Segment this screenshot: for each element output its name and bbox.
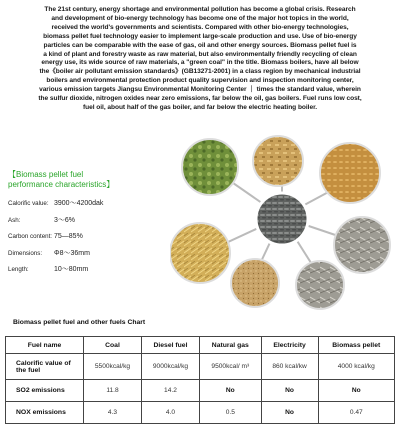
table-cell: 4.3	[84, 402, 142, 424]
table-cell: 4.0	[141, 402, 199, 424]
intro-line: particles can be comparable with the ease of gas, oil and other energy sources. Biomass pellet fuel is	[43, 41, 357, 49]
header-coal: Coal	[84, 337, 142, 354]
fuel-comparison-table	[5, 336, 395, 424]
table-row	[6, 402, 395, 424]
intro-line: energy use, its wide source of raw materials, a "green coal" in the title. Biomass boilers, have all below	[41, 59, 359, 67]
table-cell: 9500kcal/ m³	[199, 354, 261, 380]
spec-ash: Ash: 3～6%	[8, 216, 76, 224]
header-fuel-name: Fuel name	[6, 337, 84, 354]
intro-line: fuel oil, about half of the gas boiler, and far below the electric heating boiler.	[82, 103, 318, 111]
intro-paragraph	[10, 6, 390, 113]
intro-line: boilers and environmental protection product quality supervision and inspection monitoring center,	[46, 77, 354, 85]
performance-title: 【Biomass pellet fuel performance characteristics】	[8, 170, 115, 189]
row-label: NOX emissions	[6, 402, 84, 424]
chart-title: Biomass pellet fuel and other fuels Chart	[13, 319, 146, 326]
intro-line: and development of bio-energy technology has become one of the major hot topics in the world,	[51, 14, 349, 22]
table-cell: No	[261, 380, 318, 402]
raw-material-collage	[170, 135, 395, 310]
table-cell: 11.8	[84, 380, 142, 402]
husk-image	[320, 143, 380, 203]
intro-line: various emission targets Jiangsu Environmental Monitoring Center ｜ times the standard value, wherein	[39, 86, 361, 94]
performance-characteristics	[8, 170, 178, 279]
leaves-image	[182, 139, 238, 195]
table-cell: 0.47	[318, 402, 394, 424]
header-biomass: Biomass pellet	[318, 337, 394, 354]
table-cell: 860 kcal/kw	[261, 354, 318, 380]
table-cell: 5500kcal/kg	[84, 354, 142, 380]
intro-line: the sulfur dioxide, nitrogen oxides near zero emissions, far below the oil, gas boilers. Fuel runs low cost,	[38, 95, 362, 103]
stalks-image	[296, 261, 344, 309]
table-cell: 9000kcal/kg	[141, 354, 199, 380]
row-label: Calorific value of the fuel	[6, 354, 84, 380]
sawdust-image	[231, 259, 279, 307]
straw-image	[170, 223, 230, 283]
spec-calorific: Calorific value: 3900～4200dak	[8, 200, 104, 207]
table-cell: No	[318, 380, 394, 402]
intro-line: received the world's governments and scientists. Compared with other bio-energy technologies,	[51, 23, 349, 31]
intro-line: biomass pellet fuel technology easier to implement large-scale production and use. Use of bio-energy	[43, 32, 357, 40]
pellets-image	[256, 193, 308, 245]
spec-length: Length: 10～80mm	[8, 266, 89, 273]
wood-chips-image	[253, 136, 303, 186]
spec-carbon: Carbon content: 75—85%	[8, 233, 83, 240]
table-row	[6, 380, 395, 402]
header-electricity: Electricity	[261, 337, 318, 354]
intro-line: The 21st century, energy shortage and environmental pollution has become a global crisis. Research	[44, 6, 356, 13]
table-cell: No	[261, 402, 318, 424]
table-cell: No	[199, 380, 261, 402]
table-header-row	[6, 337, 395, 354]
table-row	[6, 354, 395, 380]
table-cell: 14.2	[141, 380, 199, 402]
header-diesel: Diesel fuel	[141, 337, 199, 354]
table-cell: 0.5	[199, 402, 261, 424]
row-label: SO2 emissions	[6, 380, 84, 402]
spec-dimensions: Dimensions: Φ8～36mm	[8, 249, 90, 257]
branches-image	[334, 217, 390, 273]
intro-line: a kind of plant and forestry waste as raw material, but also environmentally friendly recycling of clean	[43, 50, 357, 58]
table-cell: 4000 kcal/kg	[318, 354, 394, 380]
header-natural-gas: Natural gas	[199, 337, 261, 354]
intro-line: the《boiler air pollutant emission standards》(GB13271-2001) in a class region by mechanical industrial	[39, 68, 361, 76]
